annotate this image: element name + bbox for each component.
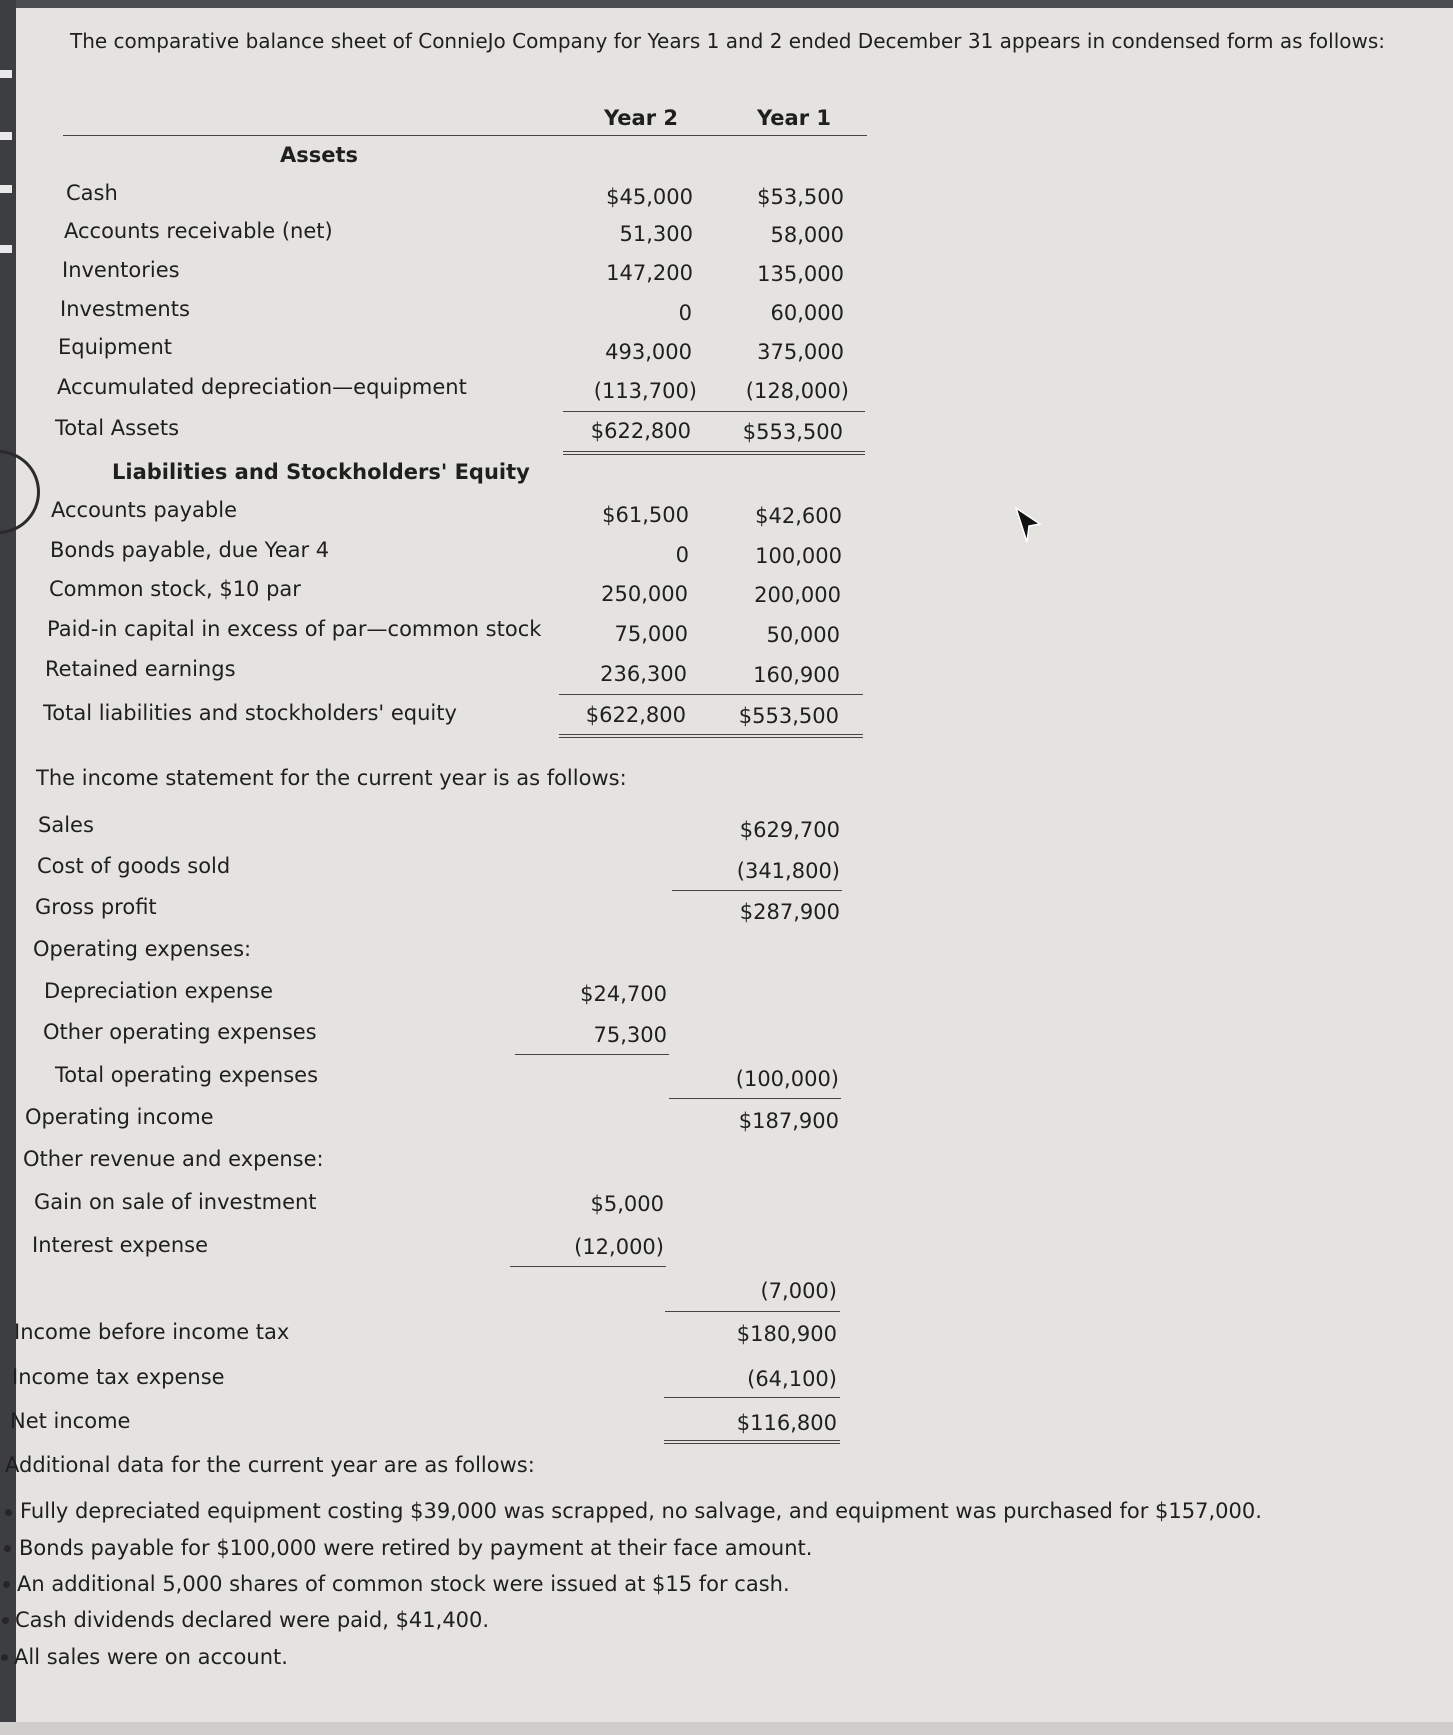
total-liabilities-year1: $553,500 (738, 704, 839, 728)
asset-label: Equipment (58, 335, 172, 359)
gross-profit-value: $287,900 (739, 900, 840, 924)
net-income-value: $116,800 (736, 1411, 837, 1435)
list-item: An additional 5,000 shares of common stock were issued at $15 for cash. (17, 1572, 790, 1596)
subtotal-rule (559, 694, 863, 695)
bullet-icon (3, 1581, 10, 1588)
bottom-strip (0, 1722, 1453, 1735)
subtotal-rule (669, 1098, 841, 1099)
liability-year2: 236,300 (600, 662, 687, 686)
total-opex-label: Total operating expenses (55, 1063, 319, 1087)
top-bar (0, 0, 1453, 8)
subtotal-rule (664, 1397, 840, 1398)
assets-heading: Assets (280, 143, 359, 167)
income-before-tax-value: $180,900 (736, 1322, 837, 1346)
asset-label: Accounts receivable (net) (64, 219, 333, 243)
operating-income-value: $187,900 (738, 1109, 839, 1133)
asset-year1: $53,500 (757, 185, 844, 209)
other-opex-value: 75,300 (593, 1023, 667, 1047)
total-double-rule (664, 1440, 840, 1444)
liability-year2: 75,000 (614, 622, 688, 646)
other-revenue-total: (7,000) (760, 1279, 837, 1303)
liability-year1: 100,000 (755, 544, 842, 568)
asset-label: Investments (60, 297, 190, 321)
income-statement-intro: The income statement for the current year is as follows: (36, 766, 627, 790)
sales-label: Sales (38, 813, 94, 837)
bullet-icon (5, 1509, 12, 1516)
depreciation-label: Depreciation expense (44, 979, 274, 1003)
asset-year1: (128,000) (745, 379, 849, 403)
cogs-value: (341,800) (736, 859, 840, 883)
asset-year2: 493,000 (605, 340, 692, 364)
liability-year1: $42,600 (755, 504, 842, 528)
list-item: Cash dividends declared were paid, $41,400. (15, 1608, 490, 1632)
asset-year2: $45,000 (606, 185, 693, 209)
asset-year2: 147,200 (606, 261, 693, 285)
liability-label: Paid-in capital in excess of par—common stock (47, 617, 542, 641)
total-liabilities-label: Total liabilities and stockholders' equity (43, 701, 457, 725)
sales-value: $629,700 (739, 818, 840, 842)
column-header-year1: Year 1 (757, 106, 831, 130)
asset-year2: (113,700) (593, 379, 697, 403)
total-assets-label: Total Assets (55, 416, 180, 440)
edge-mark (0, 185, 12, 193)
total-liabilities-year2: $622,800 (585, 703, 686, 727)
liability-year2: 250,000 (601, 582, 688, 606)
mouse-pointer-icon (1014, 506, 1044, 546)
liability-label: Bonds payable, due Year 4 (50, 538, 330, 562)
subtotal-rule (665, 1311, 840, 1312)
header-rule (63, 135, 867, 136)
liability-year1: 50,000 (766, 623, 840, 647)
liability-year2: 0 (675, 543, 689, 567)
income-tax-label: Income tax expense (12, 1365, 225, 1389)
liability-label: Common stock, $10 par (49, 577, 301, 601)
total-assets-year2: $622,800 (590, 419, 691, 443)
asset-label: Inventories (62, 258, 180, 282)
list-item: Bonds payable for $100,000 were retired by payment at their face amount. (19, 1536, 813, 1560)
asset-label: Cash (66, 181, 118, 205)
asset-year1: 60,000 (770, 301, 844, 325)
liabilities-heading: Liabilities and Stockholders' Equity (112, 460, 530, 484)
liability-year1: 160,900 (753, 663, 840, 687)
collapse-tab-icon[interactable] (0, 450, 40, 534)
opex-heading: Operating expenses: (33, 937, 252, 961)
liability-year2: $61,500 (602, 503, 689, 527)
edge-mark (0, 245, 12, 253)
bullet-icon (1, 1654, 8, 1661)
gross-profit-label: Gross profit (35, 895, 157, 919)
cogs-label: Cost of goods sold (37, 854, 231, 878)
bullet-icon (4, 1545, 11, 1552)
other-revenue-heading: Other revenue and expense: (23, 1147, 324, 1171)
edge-mark (0, 132, 12, 140)
bullet-icon (2, 1617, 9, 1624)
subtotal-rule (510, 1266, 666, 1267)
additional-heading: Additional data for the current year are as follows: (5, 1453, 535, 1477)
liability-label: Accounts payable (51, 498, 237, 522)
subtotal-rule (515, 1054, 669, 1055)
interest-label: Interest expense (32, 1233, 208, 1257)
intro-text: The comparative balance sheet of ConnieJo Company for Years 1 and 2 ended December 31 appears in condensed form as follows: (70, 29, 1385, 53)
asset-year1: 375,000 (757, 340, 844, 364)
total-double-rule (559, 734, 863, 738)
income-before-tax-label: Income before income tax (14, 1320, 290, 1344)
asset-year2: 51,300 (619, 222, 693, 246)
income-tax-value: (64,100) (747, 1367, 837, 1391)
depreciation-value: $24,700 (580, 982, 667, 1006)
total-opex-value: (100,000) (735, 1067, 839, 1091)
operating-income-label: Operating income (25, 1105, 214, 1129)
asset-year1: 135,000 (757, 262, 844, 286)
total-double-rule (563, 451, 865, 455)
subtotal-rule (672, 890, 842, 891)
total-assets-year1: $553,500 (742, 420, 843, 444)
column-header-year2: Year 2 (604, 106, 678, 130)
subtotal-rule (563, 411, 865, 412)
list-item: All sales were on account. (14, 1645, 288, 1669)
list-item: Fully depreciated equipment costing $39,000 was scrapped, no salvage, and equipment was purchased for $157,000. (20, 1499, 1262, 1523)
net-income-label: Net income (10, 1409, 131, 1433)
liability-year1: 200,000 (754, 583, 841, 607)
gain-label: Gain on sale of investment (34, 1190, 317, 1214)
asset-label: Accumulated depreciation—equipment (57, 375, 467, 399)
interest-value: (12,000) (574, 1235, 664, 1259)
liability-label: Retained earnings (45, 657, 236, 681)
gain-value: $5,000 (590, 1192, 664, 1216)
asset-year2: 0 (678, 301, 692, 325)
asset-year1: 58,000 (770, 223, 844, 247)
edge-mark (0, 70, 12, 78)
other-opex-label: Other operating expenses (43, 1020, 317, 1044)
